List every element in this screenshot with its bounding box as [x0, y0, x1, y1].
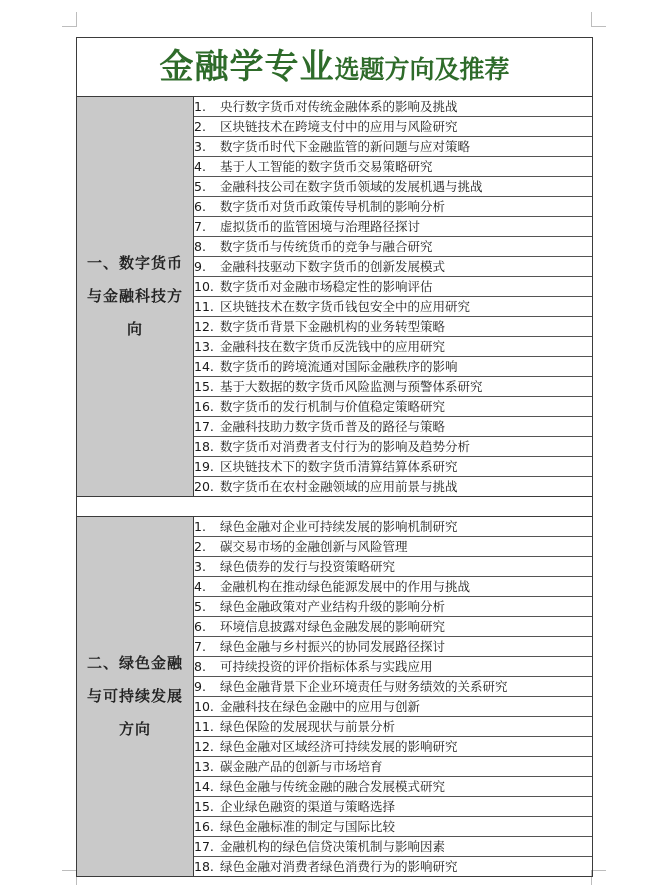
crop-mark-top-left [62, 12, 77, 27]
topic-item [194, 777, 593, 797]
topic-text: 金融机构的绿色信贷决策机制与影响因素 [220, 839, 446, 854]
topic-text: 绿色保险的发展现状与前景分析 [220, 719, 396, 734]
crop-mark-bottom-left [62, 870, 77, 885]
topic-number: 12. [194, 319, 214, 334]
topic-number: 14. [194, 359, 214, 374]
topic-text: 数字货币时代下金融监管的新问题与应对策略 [220, 139, 471, 154]
section-category [77, 97, 194, 497]
topic-number: 13. [194, 759, 214, 774]
topic-number: 7. [194, 639, 206, 654]
topic-item [194, 597, 593, 617]
topic-text: 金融科技公司在数字货币领域的发展机遇与挑战 [220, 179, 483, 194]
topic-text: 数字货币对货币政策传导机制的影响分析 [220, 199, 446, 214]
topic-text: 区块链技术下的数字货币清算结算体系研究 [220, 459, 458, 474]
topic-text: 数字货币背景下金融机构的业务转型策略 [220, 319, 446, 334]
section-spacer [77, 497, 592, 517]
topic-item [194, 797, 593, 817]
topic-number: 6. [194, 199, 206, 214]
topic-text: 绿色金融对企业可持续发展的影响机制研究 [220, 519, 458, 534]
topic-text: 绿色金融政策对产业结构升级的影响分析 [220, 599, 446, 614]
topic-number: 19. [194, 459, 214, 474]
topic-number: 16. [194, 819, 214, 834]
topic-number: 11. [194, 719, 214, 734]
topic-item [194, 657, 593, 677]
topic-item [194, 417, 593, 437]
topic-text: 金融机构在推动绿色能源发展中的作用与挑战 [220, 579, 471, 594]
topic-number: 2. [194, 119, 206, 134]
crop-mark-bottom-right [591, 870, 606, 885]
topic-number: 9. [194, 259, 206, 274]
topic-text: 虚拟货币的监管困境与治理路径探讨 [220, 219, 421, 234]
topic-item [194, 237, 593, 257]
topic-text: 绿色金融背景下企业环境责任与财务绩效的关系研究 [220, 679, 508, 694]
topic-number: 15. [194, 799, 214, 814]
topic-text: 区块链技术在数字货币钱包安全中的应用研究 [220, 299, 471, 314]
topic-number: 16. [194, 399, 214, 414]
section-category-label: 二、绿色金融与可持续发展方向 [86, 654, 183, 738]
topic-number: 8. [194, 659, 206, 674]
topic-text: 数字货币与传统货币的竞争与融合研究 [220, 239, 433, 254]
section-category-label: 一、数字货币与金融科技方向 [86, 254, 183, 338]
topic-number: 13. [194, 339, 214, 354]
topic-number: 1. [194, 519, 206, 534]
topic-text: 金融科技驱动下数字货币的创新发展模式 [220, 259, 446, 274]
topic-item [194, 677, 593, 697]
topic-number: 17. [194, 839, 214, 854]
topic-row [77, 97, 592, 117]
topic-item [194, 457, 593, 477]
topic-item [194, 757, 593, 777]
crop-mark-top-right [591, 12, 606, 27]
topic-text: 绿色金融与传统金融的融合发展模式研究 [220, 779, 446, 794]
topic-number: 3. [194, 559, 206, 574]
topic-item [194, 117, 593, 137]
topic-number: 2. [194, 539, 206, 554]
topic-item [194, 517, 593, 537]
topic-text: 绿色金融对区域经济可持续发展的影响研究 [220, 739, 458, 754]
topic-item [194, 477, 593, 497]
topic-number: 7. [194, 219, 206, 234]
topic-text: 绿色金融对消费者绿色消费行为的影响研究 [220, 859, 458, 874]
topic-item [194, 857, 593, 877]
topic-item [194, 137, 593, 157]
topic-number: 4. [194, 579, 206, 594]
topic-text: 数字货币的跨境流通对国际金融秩序的影响 [220, 359, 458, 374]
topic-text: 碳交易市场的金融创新与风险管理 [220, 539, 408, 554]
topic-number: 18. [194, 439, 214, 454]
section-category [77, 517, 194, 877]
topic-text: 可持续投资的评价指标体系与实践应用 [220, 659, 433, 674]
topic-item [194, 217, 593, 237]
topic-item [194, 277, 593, 297]
topic-number: 5. [194, 599, 206, 614]
topic-number: 18. [194, 859, 214, 874]
topic-text: 数字货币对金融市场稳定性的影响评估 [220, 279, 433, 294]
topic-item [194, 557, 593, 577]
topic-item [194, 617, 593, 637]
topic-number: 10. [194, 279, 214, 294]
topic-text: 区块链技术在跨境支付中的应用与风险研究 [220, 119, 458, 134]
topic-number: 15. [194, 379, 214, 394]
topic-text: 绿色金融与乡村振兴的协同发展路径探讨 [220, 639, 446, 654]
topic-item [194, 357, 593, 377]
topic-text: 碳金融产品的创新与市场培育 [220, 759, 383, 774]
topic-item [194, 577, 593, 597]
topic-item [194, 197, 593, 217]
topic-item [194, 157, 593, 177]
topic-item [194, 297, 593, 317]
topic-text: 金融科技在绿色金融中的应用与创新 [220, 699, 421, 714]
topic-item [194, 377, 593, 397]
topic-text: 央行数字货币对传统金融体系的影响及挑战 [220, 99, 458, 114]
topic-item [194, 437, 593, 457]
topic-number: 5. [194, 179, 206, 194]
topic-text: 数字货币对消费者支付行为的影响及趋势分析 [220, 439, 471, 454]
topic-item [194, 537, 593, 557]
title-row [77, 38, 592, 97]
topic-text: 数字货币在农村金融领域的应用前景与挑战 [220, 479, 458, 494]
topic-text: 数字货币的发行机制与价值稳定策略研究 [220, 399, 446, 414]
topic-item [194, 97, 593, 117]
title-main: 金融学专业 [159, 47, 335, 87]
topic-number: 17. [194, 419, 214, 434]
topic-item [194, 717, 593, 737]
topic-row [77, 517, 592, 537]
topic-item [194, 177, 593, 197]
topic-grid [77, 97, 592, 876]
topic-text: 企业绿色融资的渠道与策略选择 [220, 799, 396, 814]
topic-number: 1. [194, 99, 206, 114]
topic-text: 绿色金融标准的制定与国际比较 [220, 819, 396, 834]
topic-text: 金融科技在数字货币反洗钱中的应用研究 [220, 339, 446, 354]
topic-text: 基于大数据的数字货币风险监测与预警体系研究 [220, 379, 483, 394]
topic-item [194, 637, 593, 657]
topic-number: 4. [194, 159, 206, 174]
topic-text: 绿色债券的发行与投资策略研究 [220, 559, 396, 574]
topic-text: 金融科技助力数字货币普及的路径与策略 [220, 419, 446, 434]
topic-item [194, 317, 593, 337]
topic-number: 9. [194, 679, 206, 694]
topic-number: 12. [194, 739, 214, 754]
topic-number: 14. [194, 779, 214, 794]
topic-item [194, 737, 593, 757]
topic-item [194, 817, 593, 837]
title-sub: 选题方向及推荐 [334, 55, 510, 84]
topic-item [194, 697, 593, 717]
topic-number: 10. [194, 699, 214, 714]
topic-item [194, 397, 593, 417]
topic-number: 11. [194, 299, 214, 314]
topic-number: 20. [194, 479, 214, 494]
topic-number: 8. [194, 239, 206, 254]
topic-text: 基于人工智能的数字货币交易策略研究 [220, 159, 433, 174]
topic-number: 6. [194, 619, 206, 634]
topic-item [194, 837, 593, 857]
topic-number: 3. [194, 139, 206, 154]
topic-text: 环境信息披露对绿色金融发展的影响研究 [220, 619, 446, 634]
topic-item [194, 337, 593, 357]
topic-item [194, 257, 593, 277]
topic-table [76, 37, 593, 877]
